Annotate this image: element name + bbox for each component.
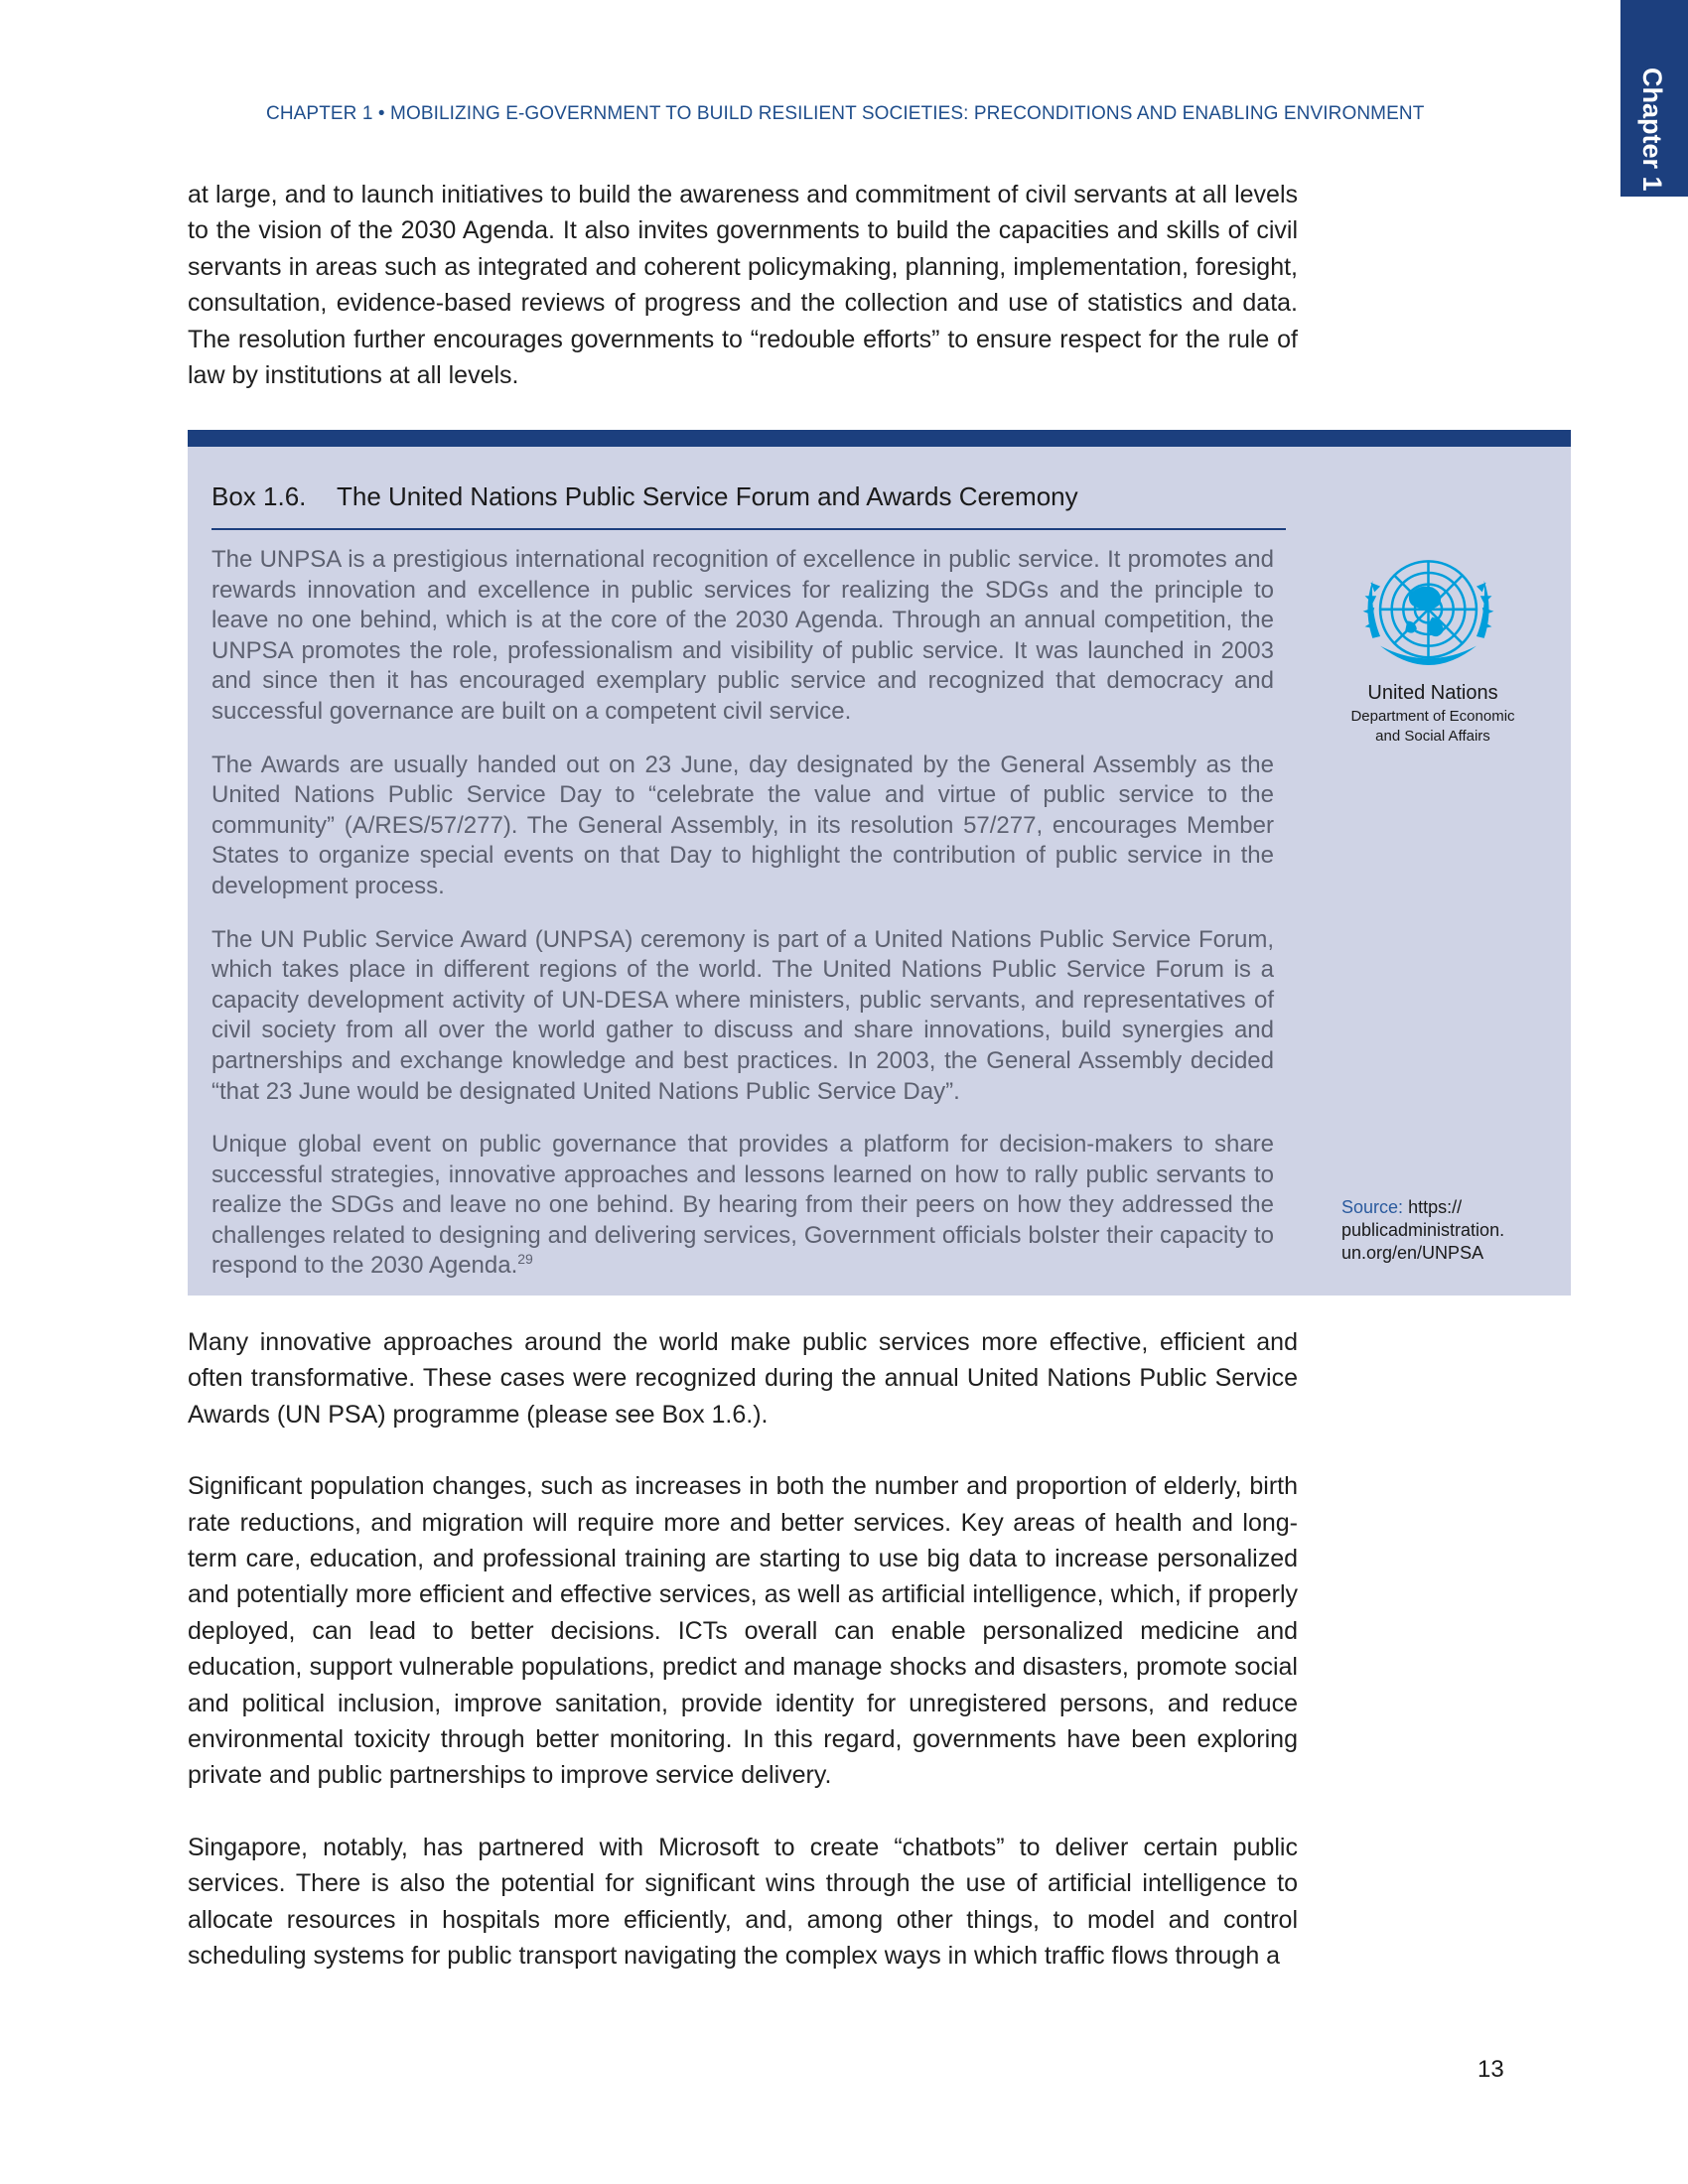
box-number: Box 1.6. — [211, 481, 307, 511]
box-title-text: The United Nations Public Service Forum and Awards Ceremony — [337, 481, 1078, 511]
box-paragraph: The Awards are usually handed out on 23 June, day designated by the General Assembly as the United Nations Public Service Day to “celebrate the value and virtue of public service to the community” (A/RES/57/277). The General Assembly, in its resolution 57/277, encourages Member States to organize special events on that Day to highlight the contribution of public service in the development process. — [211, 751, 1274, 899]
page-number: 13 — [1477, 2056, 1504, 2083]
body-paragraph: Singapore, notably, has partnered with Microsoft to create “chatbots” to deliver certain public services. There is also the potential for significant wins through the use of artificial intelligence to allocate resources in hospitals more efficiently, and, among other things, to model and control scheduling systems for public transport navigating the complex ways in which traffic flows through a — [188, 1833, 1298, 1971]
source-url-line2: publicadministration. — [1341, 1220, 1505, 1240]
box-body — [211, 545, 1274, 1304]
box-paragraph: Unique global event on public governance that provides a platform for decision-makers to share successful strategies, innovative approaches and lessons learned on how to rally public servants to realize the SDGs and leave no one behind. By hearing from their peers on how they addressed the challenges related to designing and delivering services, Government officials bolster their capacity to respond to the 2030 Agenda. — [211, 1131, 1274, 1280]
box-title — [211, 477, 1286, 530]
source-url-line3: un.org/en/UNPSA — [1341, 1243, 1484, 1263]
box-paragraph: The UNPSA is a prestigious international recognition of excellence in public service. It promotes and rewards innovation and excellence in public services for realizing the SDGs and the principle to leave no one behind, which is at the core of the 2030 Agenda. Through an annual competition, the UNPSA promotes the role, professionalism and visibility of public service. It was launched in 2003 and since then it has encouraged exemplary public service and recognized that democracy and successful governance are built on a competent civil service. — [211, 546, 1274, 725]
body-paragraph: Significant population changes, such as increases in both the number and proportion of elderly, birth rate reductions, and migration will require more and better services. Key areas of health and long-term care, education, and professional training are starting to use big data to increase personalized and potentially more efficient and effective services, as well as artificial intelligence, which, if properly deployed, can lead to better decisions. ICTs overall can enable personalized medicine and education, support vulnerable populations, predict and manage shocks and disasters, promote social and political inclusion, improve sanitation, provide identity for unregistered persons, and reduce environmental toxicity through better monitoring. In this regard, governments have been exploring private and public partnerships to improve service delivery. — [188, 1472, 1298, 1790]
body-paragraph: Many innovative approaches around the world make public services more effective, efficient and often transformative. These cases were recognized during the annual United Nations Public Service Awards (UN PSA) programme (please see Box 1.6.). — [188, 1328, 1298, 1429]
box-paragraph: The UN Public Service Award (UNPSA) ceremony is part of a United Nations Public Service Forum, which takes place in different regions of the world. The United Nations Public Service Forum is a capacity development activity of UN-DESA where ministers, public servants, and representatives of civil society from all over the world gather to discuss and share innovations, build synergies and partnerships and exchange knowledge and best practices. In 2003, the General Assembly decided “that 23 June would be designated United Nations Public Service Day”. — [211, 925, 1274, 1105]
footnote-marker: 29 — [517, 1251, 533, 1268]
un-emblem-icon — [1351, 542, 1505, 696]
source-label: Source: — [1341, 1197, 1404, 1217]
source-note — [1341, 1196, 1560, 1265]
intro-paragraph: at large, and to launch initiatives to build the awareness and commitment of civil servants at all levels to the vision of the 2030 Agenda. It also invites governments to build the capacities and skills of civil servants in areas such as integrated and coherent policymaking, planning, implementation, foresight, consultation, evidence-based reviews of progress and the collection and use of statistics and data. The resolution further encourages governments to “redouble efforts” to ensure respect for the rule of law by institutions at all levels. — [188, 181, 1298, 390]
un-org-line2a: Department of Economic — [1350, 708, 1515, 725]
un-org-line2b: and Social Affairs — [1375, 728, 1490, 745]
un-org-name — [1319, 679, 1547, 747]
intro-text — [188, 177, 1298, 429]
box-paragraph-last — [211, 1130, 1274, 1282]
running-header: CHAPTER 1 • MOBILIZING E-GOVERNMENT TO BUILD RESILIENT SOCIETIES: PRECONDITIONS AND ENABLING ENVIRONMENT — [266, 103, 1425, 124]
un-org-line1: United Nations — [1367, 682, 1498, 704]
source-url-line1: https:// — [1408, 1197, 1463, 1217]
body-text — [188, 1324, 1298, 2010]
chapter-tab-label: Chapter 1 — [1637, 68, 1667, 192]
